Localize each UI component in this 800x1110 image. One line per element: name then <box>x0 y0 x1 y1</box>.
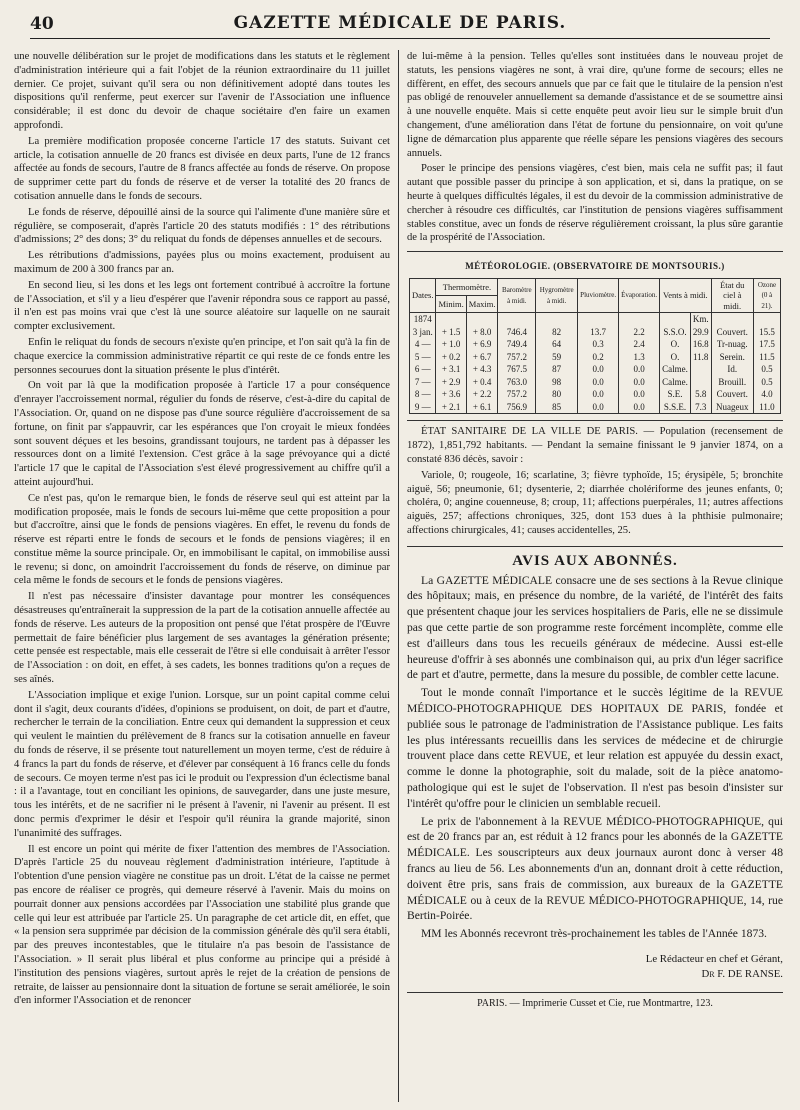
header-etat-ciel: État du ciel à midi. <box>711 278 753 313</box>
year-cell: 1874 <box>410 313 436 326</box>
printer-imprint: PARIS. — Imprimerie Cusset et Cie, rue Montmartre, 123. <box>407 992 783 1011</box>
etat-sanitaire-details: Variole, 0; rougeole, 16; scarlatine, 3; fièvre typhoïde, 15; érysipèle, 5; bronchite aiguë, 56; pneumonie, 61; dysenterie, 2; diarrhée cholériforme des jeunes enfants, 0; choléra, 0; angine couenneuse, 8; croup, 11; affections puerpérales, 11; autres affections aiguës, 257; affections chroniques, 325, dont 153 dues à la phthisie pulmonaire; affections chirurgicales, 41; causes accidentelles, 25. <box>407 469 783 537</box>
signature-name: Dr F. DE RANSE. <box>701 967 783 980</box>
km-label: Km. <box>690 313 711 326</box>
header-thermometre: Thermomètre. <box>436 278 498 295</box>
paragraph: MM les Abonnés recevront très-prochainement les tables de l'Année 1873. <box>421 927 767 941</box>
meteo-title: MÉTÉOROLOGIE. (OBSERVATOIRE DE MONTSOURIS.) <box>407 251 783 274</box>
table-row <box>410 313 781 326</box>
paragraph: Il est encore un point qui mérite de fixer l'attention des membres de l'Association. D'après l'article 25 du nouveau règlement d'administration intérieure, l'aptitude à l'obtention d'une pension viagère ne constitue pas un droit. L'état de la caisse ne permet pas encore de réaliser ce progrès, qui demeure réservé à l'avenir. Mais du moins on pourrait donner aux pensions accordées par l'Association une stabilité plus grande que celle qui leur est attribuée par l'article 25. Un paragraphe de cet article dit, en effet, que « la pension sera supprimée par décision de la commission générale dès qu'il sera établi, par des preuves incontestables, que le titulaire n'a pas besoin de l'assistance de l'Association. » Il serait plus libéral et plus conforme au principe qui a présidé à l'institution des pensions viagères, surtout après le rejet de la création de pensions de retraite, de laisser au pensionnaire dont la situation de fortune se serait améliorée, le soin d'en informer l'Association et de renoncer <box>14 843 390 1007</box>
table-row: 3 jan. + 1.5 + 8.0 746.4 82 13.7 2.2 S.S.O. 29.9 Couvert. 15.5 <box>410 326 781 339</box>
header-vents: Vents à midi. <box>660 278 712 313</box>
table-row: 4 — + 1.0 + 6.9 749.4 64 0.3 2.4 O. 16.8 Tr-nuag. 17.5 <box>410 338 781 351</box>
left-column <box>14 50 390 1102</box>
page-header <box>30 12 770 39</box>
paragraph: L'Association implique et exige l'union. Lorsque, sur un point capital comme celui dont il s'agit, deux courants d'idées, d'opinions se produisent, on doit, de part et d'autre, rechercher le terrain de la conciliation. Entre ceux qui demandent la suppression et ceux qui veulent le maintien du prélèvement de 8 francs sur la cotisation annuelle en faveur du fonds de réserve, il se présente tout naturellement un moyen terme, c'est de réduire à 4 francs la part du fonds de réserve, et d'élever par conséquent à 16 francs celle du fonds de secours. Ce moyen terme n'est pas ici le produit ou l'expression d'un éclectisme banal : il a l'avantage, tout en conciliant les opinions, de sauvegarder, dans une juste mesure, tous les intérêts, et de ne sacrifier ni le présent à l'avenir, ni l'avenir au présent. Il est donc permis d'exprimer le désir et l'espoir qu'il réunira la grande majorité, sinon l'unanimité des suffrages. <box>14 689 390 839</box>
paragraph: Tout le monde connaît l'importance et le succès légitime de la REVUE MÉDICO-PHOTOGRAPHIQUE DES HOPITAUX DE PARIS, fondée et publiée sous le patronage de l'administration de l'Assistance publique. Les faits les plus intéressants recueillis dans les services de médecine et de chirurgie trouvent place dans cette REVUE, et leur relation est appuyée du dessin exact, comme le donne la photographie, soit du malade, soit de la pièce anatomo-pathologique qui est le sujet de l'observation. Il n'est pas besoin d'insister sur l'intérêt qu'offre pour le clinicien un semblable recueil. <box>407 686 783 810</box>
table-row: 7 — + 2.9 + 0.4 763.0 98 0.0 0.0 Calme. Brouill. 0.5 <box>410 376 781 389</box>
paragraph: Ce n'est pas, qu'on le remarque bien, le fonds de réserve seul qui est atteint par la modification proposée, mais le fonds de secours lui-même que cette proposition a pour but d'accroître, ainsi que le fonds de pensions viagères. En effet, le revenu du fonds de réserve est réparti entre le fonds de secours et le fonds de pensions viagères; il en constitue même la source principale. Or, en immobilisant le capital, on immobilise aussi le revenu; si donc, on amoindrit l'accroissement du fonds de réserve, on diminue par cela même le fonds de secours et le fonds de pensions viagères. <box>14 492 390 587</box>
table-row: 5 — + 0.2 + 6.7 757.2 59 0.2 1.3 O. 11.8 Serein. 11.5 <box>410 351 781 364</box>
avis-title: AVIS AUX ABONNÉS. <box>407 546 783 569</box>
paragraph: La GAZETTE MÉDICALE consacre une de ses sections à la Revue clinique des hôpitaux; mais, en présence du nombre, de la variété, de l'intérêt des faits que présentent chaque jour les services hospitaliers de Paris, elle ne se dissimule pas que cette partie de son programme reste forcément incomplète, comme elle est d'ailleurs dans tous les recueils généraux de médecine. Aussi est-elle heureuse d'offrir à ses abonnés une combinaison qui, au prix d'un léger sacrifice de part et d'autre, permette, dans la mesure du possible, de combler cette lacune. <box>407 573 783 682</box>
paragraph: Les rétributions d'admissions, payées plus ou moins exactement, produisent au maximum de 200 à 300 francs par an. <box>14 250 390 275</box>
paragraph: Enfin le reliquat du fonds de secours n'existe qu'en principe, et l'on sait qu'à la fin de chaque exercice la commission administrative répartit ce qui reste de ce fonds entre les personnes secourues dont la situation présente le plus d'intérêt. <box>14 336 390 376</box>
header-minim: Minim. <box>436 296 466 313</box>
paragraph: Il n'est pas nécessaire d'insister davantage pour montrer les conséquences désastreuses qu'entraînerait la suppression de la part de la cotisation annuelle affectée au fonds de réserve. Les auteurs de la proposition ont pensé que l'état prospère de l'Œuvre permettait de faire bénéficier plus largement de ses avantages la génération présente; cette pensée est respectable, mais elle cesserait de l'être si elle conduisait à arrêter l'essor de l'Association : on doit, en effet, à ses cadets, les bonnes traditions qu'on a reçues de ses aînés. <box>14 591 390 686</box>
paragraph: La première modification proposée concerne l'article 17 des statuts. Suivant cet article, la cotisation annuelle de 20 francs est divisée en deux parts, l'une de 12 francs affectée au fonds de secours, l'autre de 8 francs affectée au fonds de réserve. On propose de supprimer cette part du fonds de réserve et de verser la totalité des 20 francs de cotisation annuelle dans le fonds de secours. <box>14 135 390 202</box>
header-barometre: Baromètre à midi. <box>498 278 536 313</box>
paragraph: On voit par là que la modification proposée à l'article 17 a pour conséquence d'enrayer l'accroissement normal, régulier du fonds de réserve, c'est-à-dire du capital de l'Association. Or, quand on ne dispose pas d'une source régulière d'accroissement de sa fortune, on finit par s'appauvrir, car les espérances que l'on croyait le mieux fondées sont souvent déçues et les besoins, grandissant toujours, ne tardent pas à dépasser les ressources dont on a limité l'extension. C'est grâce à la sage prévoyance qui a dicté l'article 17 que le capital de l'Association s'est élevé progressivement au chiffre qu'il a atteint aujourd'hui. <box>14 380 390 488</box>
table-row: 8 — + 3.6 + 2.2 757.2 80 0.0 0.0 S.E. 5.8 Couvert. 4.0 <box>410 388 781 401</box>
signature-title: Le Rédacteur en chef et Gérant, <box>645 952 783 965</box>
column-divider <box>398 50 399 1102</box>
header-hygrometre: Hygromètre à midi. <box>536 278 578 313</box>
table-row: 9 — + 2.1 + 6.1 756.9 85 0.0 0.0 S.S.E. 7.3 Nuageux 11.0 <box>410 401 781 414</box>
page-number: 40 <box>30 14 54 34</box>
paragraph: Le prix de l'abonnement à la REVUE MÉDICO-PHOTOGRAPHIQUE, qui est de 20 francs par an, est réduit à 12 francs pour les abonnés de la GAZETTE MÉDICALE. Les souscripteurs aux deux journaux auront donc à verser 48 francs au lieu de 56. Les abonnements d'un an, donnant droit à cette réduction, doivent être pris, sans frais de commission, aux bureaux de la GAZETTE MÉDICALE ou à ceux de la REVUE MÉDICO-PHOTOGRAPHIQUE, 14, rue Bertin-Poirée. <box>407 814 783 923</box>
paragraph: Poser le principe des pensions viagères, c'est bien, mais cela ne suffit pas; il faut autant que possible passer du principe à son application, et si, dans la pratique, on se heurte à quelques difficultés légales, il est du devoir de la commission administrative de chercher à résoudre ces difficultés, car l'institution de pensions viagères suffisamment stables constitue, avec un fonds de réserve régulièrement croissant, la plus sûre garantie de la prospérité de l'Association. <box>407 163 783 244</box>
paragraph: En second lieu, si les dons et les legs ont fortement contribué à accroître la fortune de l'Association, et s'il y a lieu d'espérer que l'avenir répondra sous ce rapport au passé, il n'en est pas moins vrai que c'est là une source aléatoire sur laquelle on ne saurait compter exclusivement. <box>14 279 390 333</box>
meteo-table <box>409 278 781 415</box>
right-column <box>407 50 783 1102</box>
header-maxim: Maxim. <box>466 296 498 313</box>
paragraph: de lui-même à la pension. Telles qu'elles sont instituées dans le nouveau projet de statuts, les pensions viagères ne sont, à vrai dire, qu'une forme de secours; elles ne diffèrent, en effet, des secours annuels que par ce fait que le titulaire de la pension n'est pas obligé de renouveler annuellement sa demande d'assistance et de se soumettre ainsi à une nouvelle enquête. Mais si cette enquête peut avoir lieu sur le simple bruit d'un changement, d'une amélioration dans l'état de fortune du pensionnaire, on voit qu'une ligne de démarcation plus apparente que réelle sépare les pensions viagères des secours annuels. <box>407 51 783 159</box>
signature <box>407 952 783 982</box>
header-pluviometre: Pluviomètre. <box>578 278 619 313</box>
header-evaporation: Évaporation. <box>619 278 660 313</box>
journal-title: GAZETTE MÉDICALE DE PARIS. <box>233 13 567 33</box>
header-dates: Dates. <box>410 278 436 313</box>
paragraph: une nouvelle délibération sur le projet de modifications dans les statuts et le règlement d'administration intérieure qui a fait l'objet de la réunion extraordinaire du 11 juillet dernier. Ce projet, suivant qu'il sera ou non définitivement adopté dans toutes les dispositions qu'il renferme, peut exercer sur l'avenir de l'Association une influence considérable; il est donc du devoir de chaque sociétaire d'en faire un examen approfondi. <box>14 51 390 131</box>
etat-sanitaire-intro: ÉTAT SANITAIRE DE LA VILLE DE PARIS. — Population (recensement de 1872), 1,851,792 habitants. — Pendant la semaine finissant le 9 janvier 1874, on a constaté 836 décès, savoir : <box>407 420 783 466</box>
avis-section <box>407 573 783 942</box>
table-row: 6 — + 3.1 + 4.3 767.5 87 0.0 0.0 Calme. Id. 0.5 <box>410 363 781 376</box>
paragraph: Le fonds de réserve, dépouillé ainsi de la source qui l'alimente d'une manière sûre et régulière, se composerait, d'après l'article 20 des statuts modifiés : 1° des rétributions d'admissions; 2° des dons; 3° du reliquat du fonds de dépenses annuelles et de secours. <box>14 206 390 246</box>
header-ozone: Ozone (0 à 21). <box>753 278 780 313</box>
